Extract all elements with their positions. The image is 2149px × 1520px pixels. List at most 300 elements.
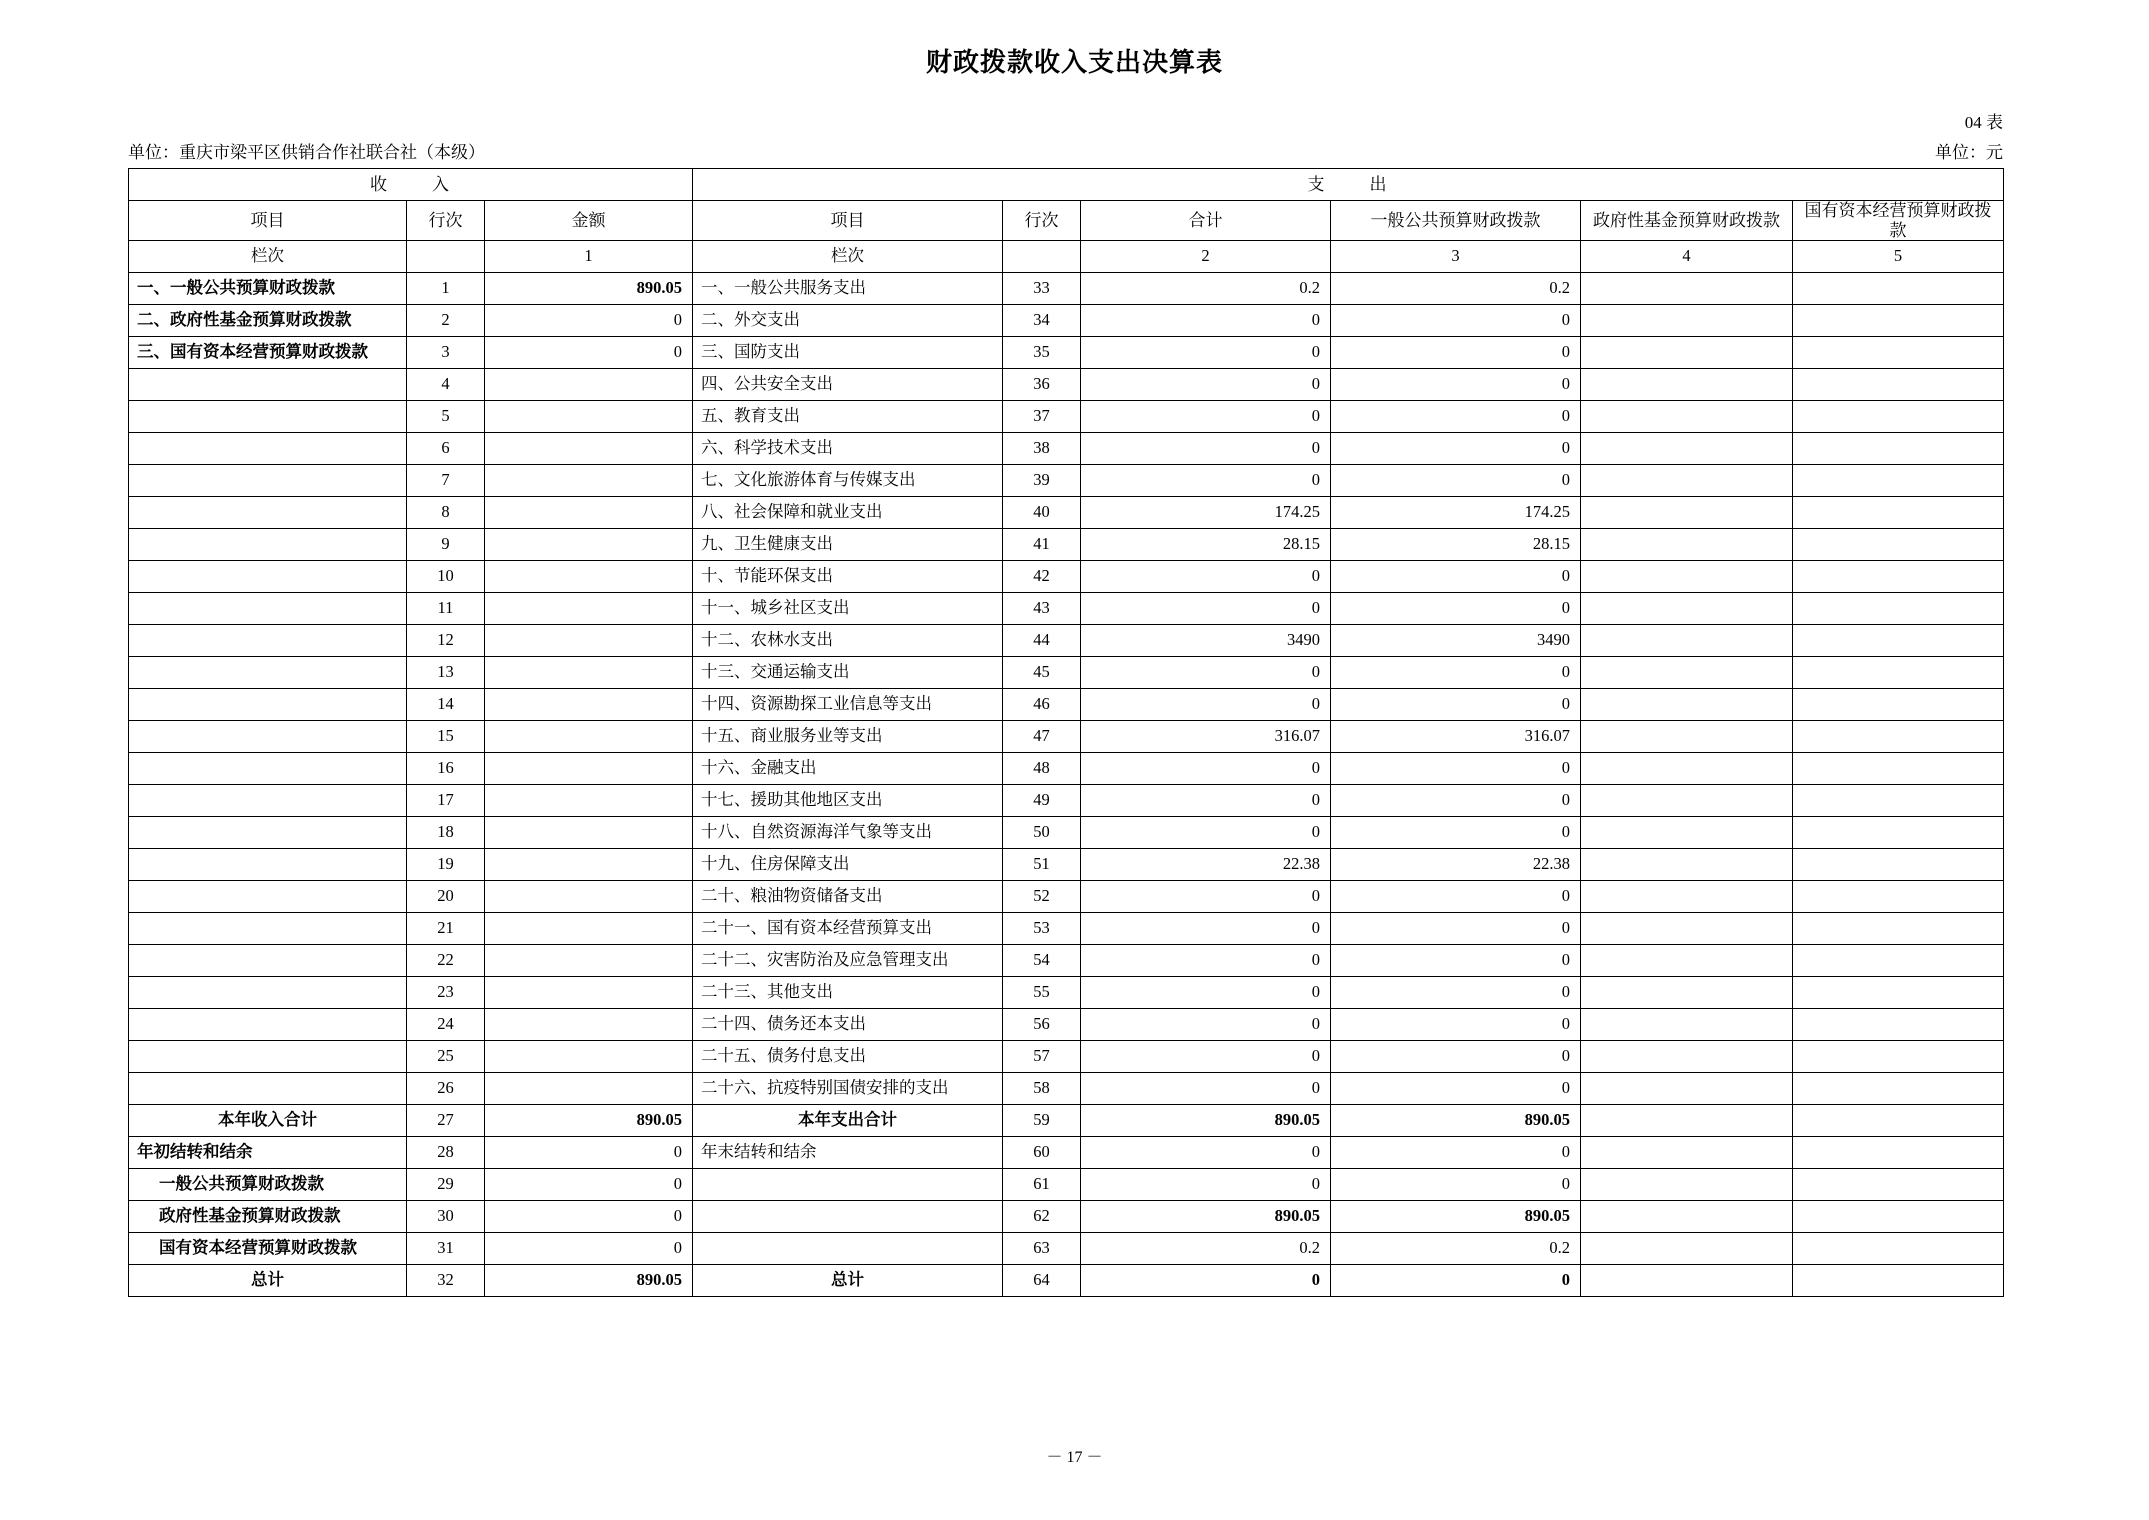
cell-income-amount <box>485 689 693 721</box>
cell-state-capital <box>1793 273 2004 305</box>
cell-income-item <box>129 433 407 465</box>
table-row <box>129 849 2004 881</box>
table-row <box>129 1073 2004 1105</box>
cell-income-item: 本年收入合计 <box>129 1105 407 1137</box>
table-row <box>129 1201 2004 1233</box>
cell-general-public: 174.25 <box>1331 497 1581 529</box>
cell-state-capital <box>1793 785 2004 817</box>
cell-income-item <box>129 849 407 881</box>
cell-expense-row: 47 <box>1003 721 1081 753</box>
table-row <box>129 433 2004 465</box>
cell-expense-item <box>693 1169 1003 1201</box>
cell-income-amount <box>485 433 693 465</box>
cell-income-row: 31 <box>407 1233 485 1265</box>
cell-general-public: 0 <box>1331 433 1581 465</box>
table-row <box>129 1009 2004 1041</box>
cell-expense-row: 57 <box>1003 1041 1081 1073</box>
cell-expense-item <box>693 1233 1003 1265</box>
table-row <box>129 1041 2004 1073</box>
cell-income-item <box>129 977 407 1009</box>
table-row <box>129 689 2004 721</box>
cell-gov-fund <box>1581 1137 1793 1169</box>
header-income-row: 行次 <box>407 201 485 241</box>
cell-expense-total: 28.15 <box>1081 529 1331 561</box>
cell-expense-item: 二、外交支出 <box>693 305 1003 337</box>
cell-state-capital <box>1793 1041 2004 1073</box>
cell-income-row: 24 <box>407 1009 485 1041</box>
cell-gov-fund <box>1581 881 1793 913</box>
table-row <box>129 657 2004 689</box>
cell-income-row: 32 <box>407 1265 485 1297</box>
cell-state-capital <box>1793 433 2004 465</box>
unit-name: 单位：重庆市梁平区供销合作社联合社（本级） <box>128 143 485 162</box>
cell-income-item: 总计 <box>129 1265 407 1297</box>
cell-income-item <box>129 721 407 753</box>
cell-expense-total: 0 <box>1081 1265 1331 1297</box>
table-row <box>129 945 2004 977</box>
cell-income-amount: 0 <box>485 1233 693 1265</box>
cell-expense-item: 十、节能环保支出 <box>693 561 1003 593</box>
cell-gov-fund <box>1581 817 1793 849</box>
col-index-3: 3 <box>1331 241 1581 273</box>
cell-state-capital <box>1793 1073 2004 1105</box>
cell-expense-total: 0 <box>1081 785 1331 817</box>
cell-general-public: 0 <box>1331 977 1581 1009</box>
cell-income-row: 30 <box>407 1201 485 1233</box>
cell-expense-item: 二十五、债务付息支出 <box>693 1041 1003 1073</box>
cell-expense-total: 174.25 <box>1081 497 1331 529</box>
cell-state-capital <box>1793 817 2004 849</box>
col-index-4: 4 <box>1581 241 1793 273</box>
cell-expense-item: 三、国防支出 <box>693 337 1003 369</box>
table-column-header-row <box>129 201 2004 241</box>
table-row <box>129 401 2004 433</box>
cell-gov-fund <box>1581 273 1793 305</box>
table-row <box>129 529 2004 561</box>
table-row <box>129 977 2004 1009</box>
cell-expense-item: 年末结转和结余 <box>693 1137 1003 1169</box>
cell-income-item <box>129 817 407 849</box>
cell-expense-item: 九、卫生健康支出 <box>693 529 1003 561</box>
cell-general-public: 0.2 <box>1331 1233 1581 1265</box>
table-row <box>129 465 2004 497</box>
cell-gov-fund <box>1581 529 1793 561</box>
cell-expense-total: 0 <box>1081 977 1331 1009</box>
table-row <box>129 1105 2004 1137</box>
cell-state-capital <box>1793 369 2004 401</box>
cell-expense-total: 0 <box>1081 369 1331 401</box>
cell-general-public: 890.05 <box>1331 1201 1581 1233</box>
cell-income-row: 15 <box>407 721 485 753</box>
cell-expense-row: 62 <box>1003 1201 1081 1233</box>
cell-gov-fund <box>1581 1105 1793 1137</box>
cell-expense-item: 十八、自然资源海洋气象等支出 <box>693 817 1003 849</box>
page-number: － 17 － <box>1046 1449 1103 1466</box>
cell-income-item <box>129 625 407 657</box>
cell-income-row: 7 <box>407 465 485 497</box>
cell-income-amount <box>485 593 693 625</box>
cell-income-row: 19 <box>407 849 485 881</box>
cell-expense-item: 十二、农林水支出 <box>693 625 1003 657</box>
cell-expense-item: 七、文化旅游体育与传媒支出 <box>693 465 1003 497</box>
cell-state-capital <box>1793 881 2004 913</box>
cell-income-row: 29 <box>407 1169 485 1201</box>
cell-gov-fund <box>1581 625 1793 657</box>
table-row <box>129 497 2004 529</box>
cell-income-amount <box>485 1041 693 1073</box>
cell-general-public: 0 <box>1331 593 1581 625</box>
cell-state-capital <box>1793 977 2004 1009</box>
cell-income-item <box>129 561 407 593</box>
cell-state-capital <box>1793 593 2004 625</box>
cell-general-public: 316.07 <box>1331 721 1581 753</box>
cell-gov-fund <box>1581 433 1793 465</box>
header-general-public: 一般公共预算财政拨款 <box>1331 201 1581 241</box>
cell-expense-row: 60 <box>1003 1137 1081 1169</box>
cell-expense-item: 二十一、国有资本经营预算支出 <box>693 913 1003 945</box>
table-row <box>129 273 2004 305</box>
cell-gov-fund <box>1581 1169 1793 1201</box>
cell-general-public: 0 <box>1331 369 1581 401</box>
cell-expense-total: 0 <box>1081 401 1331 433</box>
cell-general-public: 0 <box>1331 561 1581 593</box>
cell-gov-fund <box>1581 1233 1793 1265</box>
cell-expense-total: 0 <box>1081 1009 1331 1041</box>
cell-expense-total: 0 <box>1081 1073 1331 1105</box>
cell-income-row: 18 <box>407 817 485 849</box>
cell-income-item: 一般公共预算财政拨款 <box>129 1169 407 1201</box>
cell-gov-fund <box>1581 657 1793 689</box>
cell-gov-fund <box>1581 593 1793 625</box>
cell-expense-total: 0 <box>1081 1137 1331 1169</box>
cell-income-row: 5 <box>407 401 485 433</box>
cell-income-item <box>129 1041 407 1073</box>
page-title: 财政拨款收入支出决算表 <box>925 48 1223 77</box>
cell-expense-item: 二十四、债务还本支出 <box>693 1009 1003 1041</box>
cell-income-row: 14 <box>407 689 485 721</box>
cell-general-public: 0 <box>1331 689 1581 721</box>
cell-expense-row: 56 <box>1003 1009 1081 1041</box>
cell-expense-total: 0 <box>1081 465 1331 497</box>
cell-expense-item: 二十三、其他支出 <box>693 977 1003 1009</box>
cell-income-item <box>129 945 407 977</box>
cell-state-capital <box>1793 913 2004 945</box>
cell-income-row: 27 <box>407 1105 485 1137</box>
cell-expense-row: 55 <box>1003 977 1081 1009</box>
cell-expense-item: 二十六、抗疫特别国债安排的支出 <box>693 1073 1003 1105</box>
cell-expense-total: 0.2 <box>1081 273 1331 305</box>
cell-state-capital <box>1793 625 2004 657</box>
cell-gov-fund <box>1581 1073 1793 1105</box>
cell-income-item: 国有资本经营预算财政拨款 <box>129 1233 407 1265</box>
table-row <box>129 561 2004 593</box>
cell-income-amount <box>485 561 693 593</box>
cell-expense-row: 36 <box>1003 369 1081 401</box>
cell-expense-row: 39 <box>1003 465 1081 497</box>
cell-income-item <box>129 913 407 945</box>
cell-income-row: 11 <box>407 593 485 625</box>
cell-gov-fund <box>1581 785 1793 817</box>
cell-state-capital <box>1793 1201 2004 1233</box>
cell-expense-total: 3490 <box>1081 625 1331 657</box>
sheet-number: 04 表 <box>1964 113 2003 132</box>
cell-income-amount <box>485 657 693 689</box>
table-column-index-row <box>129 241 2004 273</box>
cell-expense-total: 0 <box>1081 1169 1331 1201</box>
cell-income-row: 13 <box>407 657 485 689</box>
cell-general-public: 0 <box>1331 753 1581 785</box>
header-total: 合计 <box>1081 201 1331 241</box>
cell-general-public: 3490 <box>1331 625 1581 657</box>
unit-currency: 单位：元 <box>1935 143 2003 162</box>
cell-state-capital <box>1793 721 2004 753</box>
cell-income-row: 25 <box>407 1041 485 1073</box>
col-blank-2 <box>1003 241 1081 273</box>
cell-expense-total: 22.38 <box>1081 849 1331 881</box>
cell-income-item <box>129 465 407 497</box>
cell-income-item: 政府性基金预算财政拨款 <box>129 1201 407 1233</box>
cell-general-public: 0 <box>1331 817 1581 849</box>
cell-state-capital <box>1793 529 2004 561</box>
header-expense-item: 项目 <box>693 201 1003 241</box>
table-row <box>129 1233 2004 1265</box>
cell-expense-item <box>693 1201 1003 1233</box>
table-row <box>129 913 2004 945</box>
cell-expense-row: 63 <box>1003 1233 1081 1265</box>
cell-expense-total: 0.2 <box>1081 1233 1331 1265</box>
cell-income-item <box>129 369 407 401</box>
cell-income-amount <box>485 1073 693 1105</box>
cell-gov-fund <box>1581 721 1793 753</box>
cell-income-item <box>129 401 407 433</box>
cell-income-amount: 0 <box>485 1169 693 1201</box>
table-row <box>129 753 2004 785</box>
cell-expense-total: 0 <box>1081 881 1331 913</box>
cell-expense-item: 六、科学技术支出 <box>693 433 1003 465</box>
header-gov-fund: 政府性基金预算财政拨款 <box>1581 201 1793 241</box>
cell-gov-fund <box>1581 561 1793 593</box>
cell-income-amount <box>485 913 693 945</box>
cell-state-capital <box>1793 689 2004 721</box>
cell-expense-row: 43 <box>1003 593 1081 625</box>
cell-expense-item: 二十二、灾害防治及应急管理支出 <box>693 945 1003 977</box>
cell-income-item <box>129 657 407 689</box>
cell-state-capital <box>1793 465 2004 497</box>
cell-state-capital <box>1793 337 2004 369</box>
cell-income-amount: 0 <box>485 337 693 369</box>
cell-expense-row: 42 <box>1003 561 1081 593</box>
table-row <box>129 337 2004 369</box>
cell-gov-fund <box>1581 401 1793 433</box>
cell-general-public: 0 <box>1331 1137 1581 1169</box>
cell-expense-total: 0 <box>1081 305 1331 337</box>
col-index-2: 2 <box>1081 241 1331 273</box>
cell-state-capital <box>1793 657 2004 689</box>
cell-income-row: 10 <box>407 561 485 593</box>
col-blank-1 <box>407 241 485 273</box>
cell-income-amount: 890.05 <box>485 273 693 305</box>
cell-income-item: 一、一般公共预算财政拨款 <box>129 273 407 305</box>
cell-state-capital <box>1793 1105 2004 1137</box>
cell-expense-row: 48 <box>1003 753 1081 785</box>
cell-expense-total: 890.05 <box>1081 1105 1331 1137</box>
cell-general-public: 0.2 <box>1331 273 1581 305</box>
cell-income-amount: 0 <box>485 1137 693 1169</box>
cell-expense-row: 64 <box>1003 1265 1081 1297</box>
cell-general-public: 0 <box>1331 1009 1581 1041</box>
cell-general-public: 0 <box>1331 465 1581 497</box>
cell-expense-row: 35 <box>1003 337 1081 369</box>
cell-gov-fund <box>1581 689 1793 721</box>
cell-expense-row: 37 <box>1003 401 1081 433</box>
cell-expense-item: 十六、金融支出 <box>693 753 1003 785</box>
table-row <box>129 1169 2004 1201</box>
cell-expense-row: 59 <box>1003 1105 1081 1137</box>
cell-gov-fund <box>1581 465 1793 497</box>
cell-expense-row: 38 <box>1003 433 1081 465</box>
cell-income-item: 二、政府性基金预算财政拨款 <box>129 305 407 337</box>
cell-general-public: 0 <box>1331 881 1581 913</box>
cell-income-item <box>129 1009 407 1041</box>
cell-expense-item: 四、公共安全支出 <box>693 369 1003 401</box>
cell-state-capital <box>1793 1137 2004 1169</box>
table-row <box>129 1137 2004 1169</box>
col-label-income: 栏次 <box>129 241 407 273</box>
cell-expense-row: 50 <box>1003 817 1081 849</box>
cell-state-capital <box>1793 497 2004 529</box>
cell-general-public: 0 <box>1331 785 1581 817</box>
cell-expense-item: 十九、住房保障支出 <box>693 849 1003 881</box>
cell-state-capital <box>1793 849 2004 881</box>
cell-income-row: 2 <box>407 305 485 337</box>
header-state-capital: 国有资本经营预算财政拨款 <box>1793 201 2004 241</box>
cell-income-amount: 0 <box>485 1201 693 1233</box>
cell-income-amount <box>485 817 693 849</box>
cell-income-row: 1 <box>407 273 485 305</box>
cell-income-row: 9 <box>407 529 485 561</box>
cell-expense-row: 44 <box>1003 625 1081 657</box>
group-header-income: 收 入 <box>129 169 693 201</box>
group-header-expense: 支 出 <box>693 169 2004 201</box>
cell-gov-fund <box>1581 1041 1793 1073</box>
cell-income-amount <box>485 785 693 817</box>
cell-income-row: 17 <box>407 785 485 817</box>
cell-income-item <box>129 689 407 721</box>
cell-income-item <box>129 529 407 561</box>
cell-income-row: 16 <box>407 753 485 785</box>
cell-state-capital <box>1793 1169 2004 1201</box>
cell-gov-fund <box>1581 945 1793 977</box>
cell-general-public: 0 <box>1331 1169 1581 1201</box>
cell-gov-fund <box>1581 369 1793 401</box>
cell-expense-total: 890.05 <box>1081 1201 1331 1233</box>
cell-income-row: 28 <box>407 1137 485 1169</box>
cell-general-public: 0 <box>1331 401 1581 433</box>
cell-income-row: 21 <box>407 913 485 945</box>
cell-expense-total: 0 <box>1081 561 1331 593</box>
cell-income-item <box>129 785 407 817</box>
cell-income-amount: 890.05 <box>485 1105 693 1137</box>
cell-income-amount <box>485 849 693 881</box>
cell-expense-row: 61 <box>1003 1169 1081 1201</box>
cell-expense-row: 54 <box>1003 945 1081 977</box>
cell-income-amount <box>485 977 693 1009</box>
header-expense-row: 行次 <box>1003 201 1081 241</box>
cell-income-item <box>129 753 407 785</box>
cell-general-public: 0 <box>1331 1041 1581 1073</box>
cell-income-item: 三、国有资本经营预算财政拨款 <box>129 337 407 369</box>
cell-expense-total: 0 <box>1081 593 1331 625</box>
cell-income-item <box>129 1073 407 1105</box>
cell-income-item: 年初结转和结余 <box>129 1137 407 1169</box>
cell-expense-total: 316.07 <box>1081 721 1331 753</box>
cell-income-amount <box>485 465 693 497</box>
cell-income-amount <box>485 753 693 785</box>
cell-income-item <box>129 881 407 913</box>
cell-gov-fund <box>1581 1201 1793 1233</box>
cell-gov-fund <box>1581 305 1793 337</box>
cell-expense-item: 八、社会保障和就业支出 <box>693 497 1003 529</box>
cell-expense-total: 0 <box>1081 753 1331 785</box>
table-row <box>129 817 2004 849</box>
cell-gov-fund <box>1581 849 1793 881</box>
cell-general-public: 0 <box>1331 337 1581 369</box>
cell-expense-row: 41 <box>1003 529 1081 561</box>
cell-income-row: 12 <box>407 625 485 657</box>
cell-income-amount <box>485 945 693 977</box>
cell-income-row: 22 <box>407 945 485 977</box>
cell-expense-item: 本年支出合计 <box>693 1105 1003 1137</box>
cell-income-amount <box>485 369 693 401</box>
cell-general-public: 0 <box>1331 305 1581 337</box>
cell-expense-row: 33 <box>1003 273 1081 305</box>
cell-general-public: 22.38 <box>1331 849 1581 881</box>
cell-expense-total: 0 <box>1081 945 1331 977</box>
col-index-5: 5 <box>1793 241 2004 273</box>
cell-income-amount <box>485 721 693 753</box>
cell-expense-total: 0 <box>1081 433 1331 465</box>
cell-expense-total: 0 <box>1081 657 1331 689</box>
header-income-item: 项目 <box>129 201 407 241</box>
cell-state-capital <box>1793 1233 2004 1265</box>
cell-income-amount <box>485 529 693 561</box>
cell-income-amount: 890.05 <box>485 1265 693 1297</box>
cell-expense-total: 0 <box>1081 337 1331 369</box>
cell-income-row: 8 <box>407 497 485 529</box>
cell-expense-row: 49 <box>1003 785 1081 817</box>
cell-general-public: 890.05 <box>1331 1105 1581 1137</box>
cell-expense-total: 0 <box>1081 817 1331 849</box>
cell-expense-total: 0 <box>1081 689 1331 721</box>
cell-general-public: 0 <box>1331 1265 1581 1297</box>
cell-expense-row: 40 <box>1003 497 1081 529</box>
cell-income-amount <box>485 625 693 657</box>
cell-state-capital <box>1793 1009 2004 1041</box>
table-group-header-row <box>129 169 2004 201</box>
cell-expense-item: 十三、交通运输支出 <box>693 657 1003 689</box>
cell-income-amount <box>485 401 693 433</box>
cell-expense-item: 十五、商业服务业等支出 <box>693 721 1003 753</box>
cell-expense-row: 46 <box>1003 689 1081 721</box>
cell-gov-fund <box>1581 337 1793 369</box>
cell-expense-item: 一、一般公共服务支出 <box>693 273 1003 305</box>
table-row <box>129 881 2004 913</box>
cell-expense-row: 52 <box>1003 881 1081 913</box>
table-row <box>129 625 2004 657</box>
cell-gov-fund <box>1581 1009 1793 1041</box>
cell-gov-fund <box>1581 753 1793 785</box>
cell-expense-item: 十七、援助其他地区支出 <box>693 785 1003 817</box>
